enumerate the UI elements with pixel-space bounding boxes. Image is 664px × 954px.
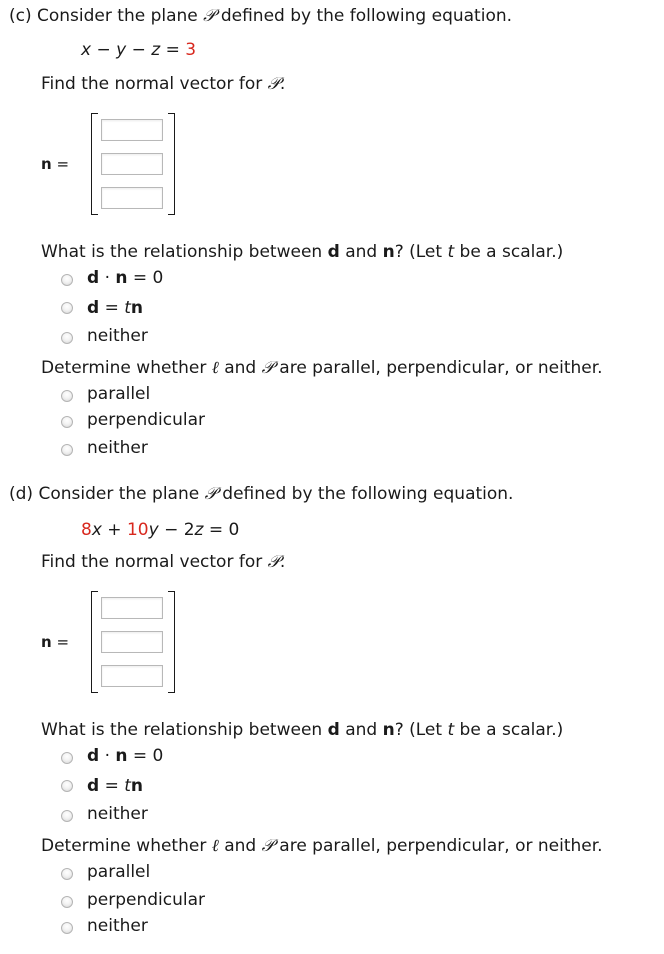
part-c-n-input-3[interactable] — [101, 187, 163, 209]
part-d-orient-option-neither: neither — [87, 916, 148, 936]
part-c-rel-option-scalar: d = tn — [87, 298, 144, 318]
part-d-n-input-1[interactable] — [101, 597, 163, 619]
part-d-n-input-3[interactable] — [101, 665, 163, 687]
part-c-rel-radio-dot[interactable] — [61, 274, 73, 286]
part-d-equation: 8x + 10y − 2z = 0 — [81, 520, 240, 540]
part-d-orient-radio-parallel[interactable] — [61, 868, 73, 880]
part-c-heading: (c) Consider the plane 𝒫 defined by the following equation. — [9, 6, 513, 26]
part-c-relationship-question: What is the relationship between d and n? (Let t be a scalar.) — [41, 242, 564, 262]
part-c-normal-prompt: Find the normal vector for 𝒫. — [41, 74, 286, 94]
part-c-orientation-question: Determine whether ℓ and 𝒫 are parallel, perpendicular, or neither. — [41, 358, 603, 378]
part-d-heading: (d) Consider the plane 𝒫 defined by the following equation. — [9, 484, 514, 504]
part-d-orient-radio-perpendicular[interactable] — [61, 896, 73, 908]
part-c-rel-option-neither: neither — [87, 326, 148, 346]
matrix-right-bracket — [168, 113, 175, 215]
part-c-orient-option-parallel: parallel — [87, 384, 151, 404]
part-d-normal-matrix — [91, 591, 175, 693]
part-d-rel-option-dot: d · n = 0 — [87, 746, 164, 766]
part-c-n-label: n = — [41, 155, 70, 173]
part-c-rel-radio-scalar[interactable] — [61, 302, 73, 314]
part-d-relationship-question: What is the relationship between d and n? (Let t be a scalar.) — [41, 720, 564, 740]
matrix-right-bracket — [168, 591, 175, 693]
part-d-normal-prompt: Find the normal vector for 𝒫. — [41, 552, 286, 572]
part-d-n-label: n = — [41, 633, 70, 651]
part-c-orient-option-neither: neither — [87, 438, 148, 458]
matrix-left-bracket — [91, 591, 98, 693]
part-c-n-input-2[interactable] — [101, 153, 163, 175]
part-c-rel-option-dot: d · n = 0 — [87, 268, 164, 288]
part-d-rel-option-scalar: d = tn — [87, 776, 144, 796]
part-c-orient-radio-perpendicular[interactable] — [61, 416, 73, 428]
part-c-orient-radio-parallel[interactable] — [61, 390, 73, 402]
part-d-rel-radio-neither[interactable] — [61, 810, 73, 822]
part-d-orientation-question: Determine whether ℓ and 𝒫 are parallel, perpendicular, or neither. — [41, 836, 603, 856]
part-d-rel-option-neither: neither — [87, 804, 148, 824]
part-d-orient-option-perpendicular: perpendicular — [87, 890, 206, 910]
part-d-rel-radio-scalar[interactable] — [61, 780, 73, 792]
part-d-orient-option-parallel: parallel — [87, 862, 151, 882]
part-d-n-input-2[interactable] — [101, 631, 163, 653]
part-d-orient-radio-neither[interactable] — [61, 922, 73, 934]
matrix-left-bracket — [91, 113, 98, 215]
part-c-normal-matrix — [91, 113, 175, 215]
part-c-equation: x − y − z = 3 — [81, 40, 197, 60]
part-c-n-input-1[interactable] — [101, 119, 163, 141]
part-d-rel-radio-dot[interactable] — [61, 752, 73, 764]
part-c-orient-radio-neither[interactable] — [61, 444, 73, 456]
part-c-rel-radio-neither[interactable] — [61, 332, 73, 344]
part-c-orient-option-perpendicular: perpendicular — [87, 410, 206, 430]
